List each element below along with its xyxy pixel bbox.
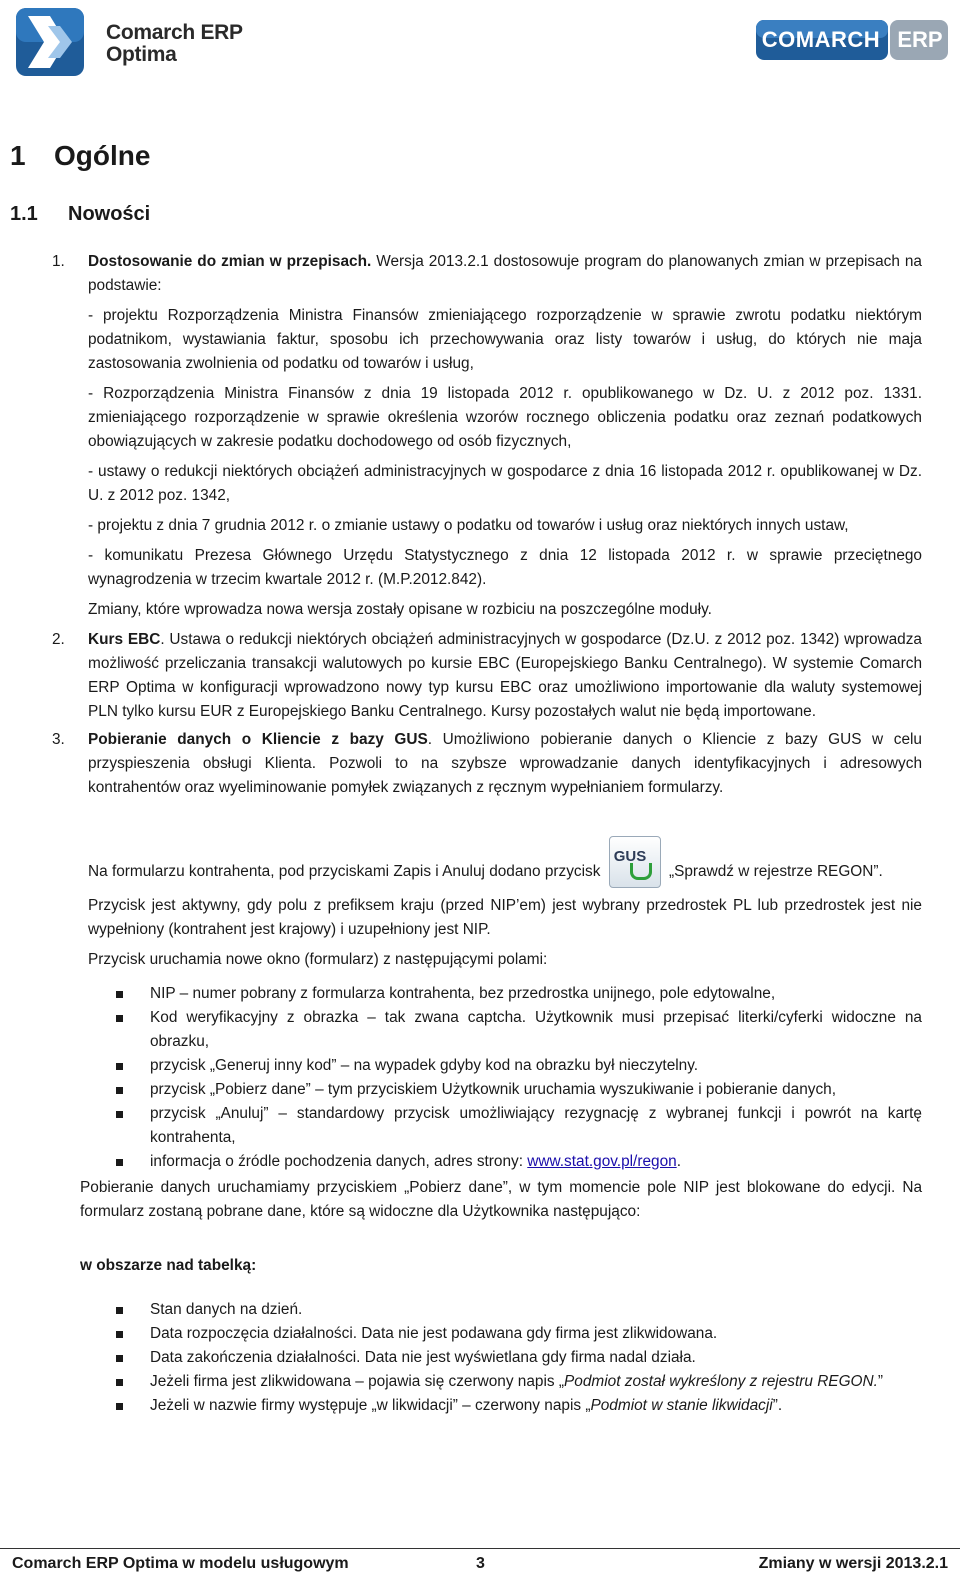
- bullet-icon: [116, 1087, 123, 1094]
- item-paragraph: - projektu Rozporządzenia Ministra Finansów zmieniającego rozporządzenie w sprawie zwrotu podatku niektórym podatnikom, wystawiania faktur, sposobu ich przechowywania oraz listy towarów i usług, do których nie maja zastosowania zwolnienia od podatku od towarów i usług,: [88, 307, 922, 372]
- area-item-text: Data zakończenia działalności. Data nie jest wyświetlana gdy firma nadal działa.: [150, 1349, 696, 1366]
- item-paragraph: Zmiany, które wprowadza nowa wersja zostały opisane w rozbiciu na poszczególne moduły.: [88, 601, 712, 618]
- gus-opens-text: Przycisk uruchamia nowe okno (formularz) z następującymi polami:: [88, 951, 548, 968]
- field-text: przycisk „Pobierz dane” – tym przyciskiem Użytkownik uruchamia wyszukiwanie i pobieranie danych,: [150, 1081, 836, 1098]
- list-item: [150, 1150, 922, 1174]
- item-marker: 3.: [52, 731, 65, 748]
- bullet-icon: [116, 1403, 123, 1410]
- bullet-icon: [116, 1355, 123, 1362]
- liquidated-after: ”: [877, 1373, 884, 1390]
- bullet-icon: [116, 1111, 123, 1118]
- list-item: [150, 1006, 922, 1054]
- bullet-icon: [116, 1379, 123, 1386]
- item-marker: 2.: [52, 631, 65, 648]
- list-item: [150, 1394, 922, 1418]
- document-body: [0, 250, 960, 1418]
- field-text: Kod weryfikacyjny z obrazka – tak zwana captcha. Użytkownik musi przepisać literki/cyferki widoczne na obrazku,: [150, 1009, 922, 1050]
- source-text: informacja o źródle pochodzenia danych, adres strony:: [150, 1153, 528, 1170]
- source-end: .: [676, 1153, 681, 1170]
- list-item: [0, 728, 960, 800]
- page-footer: [0, 1548, 960, 1584]
- list-item: [150, 1078, 922, 1102]
- logo-line-2: Optima: [106, 43, 177, 66]
- gus-intro: [0, 836, 960, 888]
- list-item: [150, 1298, 922, 1322]
- badge-comarch-text: COMARCH: [761, 27, 881, 52]
- footer-title: Comarch ERP Optima w modelu usługowym: [12, 1555, 349, 1572]
- field-text: przycisk „Anuluj” – standardowy przycisk umożliwiający rezygnację z wybranej funkcji i powrót na kartę kontrahenta,: [150, 1105, 922, 1146]
- subsection-number: 1.1: [10, 203, 38, 225]
- liquidated-italic: Podmiot został wykreślony z rejestru REGON.: [564, 1373, 878, 1390]
- liquidation-before: Jeżeli w nazwie firmy występuje „w likwidacji” – czerwony napis „: [150, 1397, 591, 1414]
- comarch-erp-optima-logo: [14, 6, 254, 80]
- badge-erp-text: ERP: [897, 27, 943, 52]
- comarch-erp-badge: [756, 20, 948, 64]
- bullet-icon: [116, 1307, 123, 1314]
- bullet-icon: [116, 1159, 123, 1166]
- footer-version: Zmiany w wersji 2013.2.1: [758, 1555, 948, 1572]
- section-number: 1: [10, 140, 26, 171]
- liquidation-after: ”.: [772, 1397, 783, 1414]
- liquidation-italic: Podmiot w stanie likwidacji: [590, 1397, 773, 1414]
- area-list: [0, 1298, 960, 1418]
- item-paragraph: - Rozporządzenia Ministra Finansów z dnia 19 listopada 2012 r. opublikowanego w Dz. U. z 2012 poz. 1331. zmieniającego rozporządzenie w sprawie określenia wzorów rocznego obliczenia podatku oraz zeznań podatkowych obowiązujących w zakresie podatku dochodowego od osób fizycznych,: [88, 385, 922, 450]
- logo-line-1: Comarch ERP: [106, 21, 243, 44]
- download-arrow-icon: [630, 863, 652, 880]
- item-lead: Wersja 2013.2.1 dostosowuje program do planowanych zmian w przepisach na podstawie:: [88, 253, 922, 294]
- bullet-icon: [116, 1015, 123, 1022]
- field-text: przycisk „Generuj inny kod” – na wypadek gdyby kod na obrazku był nieczytelny.: [150, 1057, 699, 1074]
- area-item-text: Stan danych na dzień.: [150, 1301, 303, 1318]
- footer-page-number: 3: [476, 1555, 485, 1572]
- item-lead: . Ustawa o redukcji niektórych obciążeń administracyjnych w gospodarce (Dz.U. z 2012 poz. 1342) wprowadza możliwość przeliczania transakcji walutowych po kursie EBC (Europejskiego Banku Centralnego). W systemie Comarch ERP Optima w konfiguracji wprowadzono nowy typ kursu EBC oraz umożliwiono importowanie dla waluty systemowej PLN tylko kursu EUR z Europejskiego Banku Centralnego. Kursy pozostałych walut nie będą importowane.: [88, 631, 922, 720]
- subsection-title: Nowości: [68, 203, 151, 225]
- logo-text: [106, 22, 243, 66]
- area-heading: [0, 1254, 960, 1278]
- gus-icon-label: GUS: [613, 848, 647, 865]
- subsection-heading: [10, 203, 150, 226]
- list-item: [150, 1346, 922, 1370]
- liquidated-before: Jeżeli firma jest zlikwidowana – pojawia się czerwony napis „: [150, 1373, 565, 1390]
- item-title: Kurs EBC: [88, 631, 161, 648]
- section-heading: [10, 140, 150, 172]
- item-title: Dostosowanie do zmian w przepisach.: [88, 253, 372, 270]
- item-paragraph: - komunikatu Prezesa Głównego Urzędu Statystycznego z dnia 12 listopada 2012 r. w sprawie przeciętnego wynagrodzenia w trzecim kwartale 2012 r. (M.P.2012.842).: [88, 547, 922, 588]
- gus-button-icon: [609, 836, 661, 888]
- field-text: NIP – numer pobrany z formularza kontrahenta, bez przedrostka unijnego, pole edytowalne,: [150, 985, 776, 1002]
- area-heading-text: w obszarze nad tabelką:: [80, 1257, 257, 1274]
- gus-intro-before: Na formularzu kontrahenta, pod przyciskami Zapis i Anuluj dodano przycisk: [88, 863, 601, 880]
- item-paragraph: - ustawy o redukcji niektórych obciążeń administracyjnych w gospodarce z dnia 16 listopada 2012 r. opublikowanej w Dz. U. z 2012 poz. 1342,: [88, 463, 922, 504]
- list-item: [150, 1370, 922, 1394]
- item-paragraph: - projektu z dnia 7 grudnia 2012 r. o zmianie ustawy o podatku od towarów i usług oraz niektórych innych ustaw,: [88, 517, 849, 534]
- bullet-icon: [116, 1063, 123, 1070]
- area-item-text: Data rozpoczęcia działalności. Data nie jest podawana gdy firma jest zlikwidowana.: [150, 1325, 718, 1342]
- gus-intro-after: „Sprawdź w rejestrze REGON”.: [664, 863, 883, 880]
- item-marker: 1.: [52, 253, 65, 270]
- section-title: Ogólne: [54, 140, 151, 171]
- gus-active-text: Przycisk jest aktywny, gdy polu z prefiksem kraju (przed NIP’em) jest wybrany przedrostek PL lub przedrostek jest nie wypełniony (kontrahent jest krajowy) i uzupełniony jest NIP.: [88, 897, 922, 938]
- list-item: [150, 982, 922, 1006]
- item-title: Pobieranie danych o Kliencie z bazy GUS: [88, 731, 428, 748]
- item-lead: . Umożliwiono pobieranie danych o Kliencie z bazy GUS w celu przyspieszenia obsługi Klienta. Pozwoli to na szybsze wprowadzanie danych identyfikacyjnych i adresowych kontrahentów oraz wyeliminowanie pomyłek związanych z ręcznym wypełnianiem formularzy.: [88, 731, 922, 796]
- list-item: [0, 628, 960, 724]
- bullet-icon: [116, 1331, 123, 1338]
- download-text: Pobieranie danych uruchamiamy przyciskiem „Pobierz dane”, w tym momencie pole NIP jest blokowane do edycji. Na formularz zostaną pobrane dane, które są widoczne dla Użytkownika następująco:: [80, 1179, 922, 1220]
- bullet-icon: [116, 991, 123, 998]
- list-item: [150, 1322, 922, 1346]
- page-header: [0, 0, 960, 95]
- list-item: [150, 1054, 922, 1078]
- regon-link[interactable]: www.stat.gov.pl/regon: [527, 1153, 677, 1170]
- optima-logo-mark: [14, 6, 86, 78]
- list-item: [0, 250, 960, 298]
- list-item: [150, 1102, 922, 1150]
- gus-fields-list: [0, 982, 960, 1174]
